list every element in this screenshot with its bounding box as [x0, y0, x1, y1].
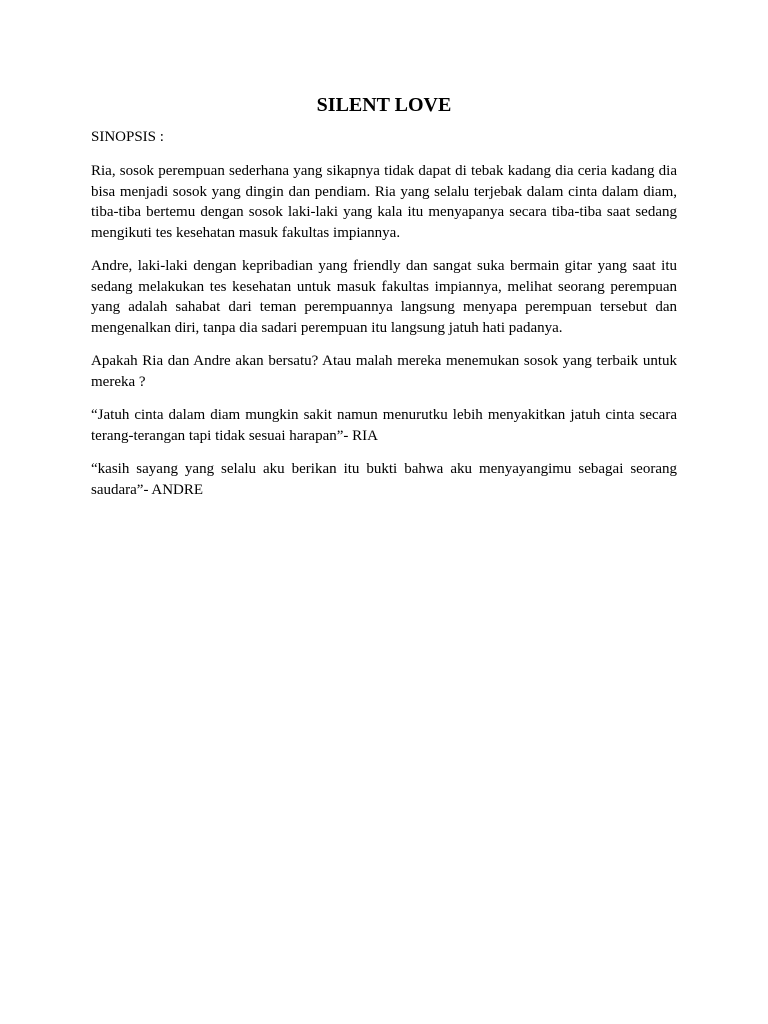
synopsis-label: SINOPSIS : [91, 129, 164, 145]
synopsis-paragraph-question: Apakah Ria dan Andre akan bersatu? Atau malah mereka menemukan sosok yang terbaik untuk mereka ? [91, 353, 677, 390]
quote-ria: “Jatuh cinta dalam diam mungkin sakit namun menurutku lebih menyakitkan jatuh cinta secara terang-terangan tapi tidak sesuai harapan”- RIA [91, 407, 677, 444]
document-content [91, 91, 677, 513]
synopsis-paragraph-ria: Ria, sosok perempuan sederhana yang sikapnya tidak dapat di tebak kadang dia ceria kadang dia bisa menjadi sosok yang dingin dan pendiam. Ria yang selalu terjebak dalam cinta dalam diam, tiba-tiba bertemu dengan sosok laki-laki yang kala itu menyapanya secara tiba-tiba saat sedang mengikuti tes kesehatan masuk fakultas impiannya. [91, 163, 677, 241]
quote-andre: “kasih sayang yang selalu aku berikan itu bukti bahwa aku menyayangimu sebagai seorang saudara”- ANDRE [91, 461, 677, 498]
synopsis-paragraph-andre: Andre, laki-laki dengan kepribadian yang friendly dan sangat suka bermain gitar yang saat itu sedang melakukan tes kesehatan untuk masuk fakultas impiannya, melihat seorang perempuan yang adalah sahabat dari teman perempuannya langsung menyapa perempuan tersebut dan mengenalkan diri, tanpa dia sadari perempuan itu langsung jatuh hati padanya. [91, 258, 677, 336]
document-title: SILENT LOVE [316, 94, 452, 116]
